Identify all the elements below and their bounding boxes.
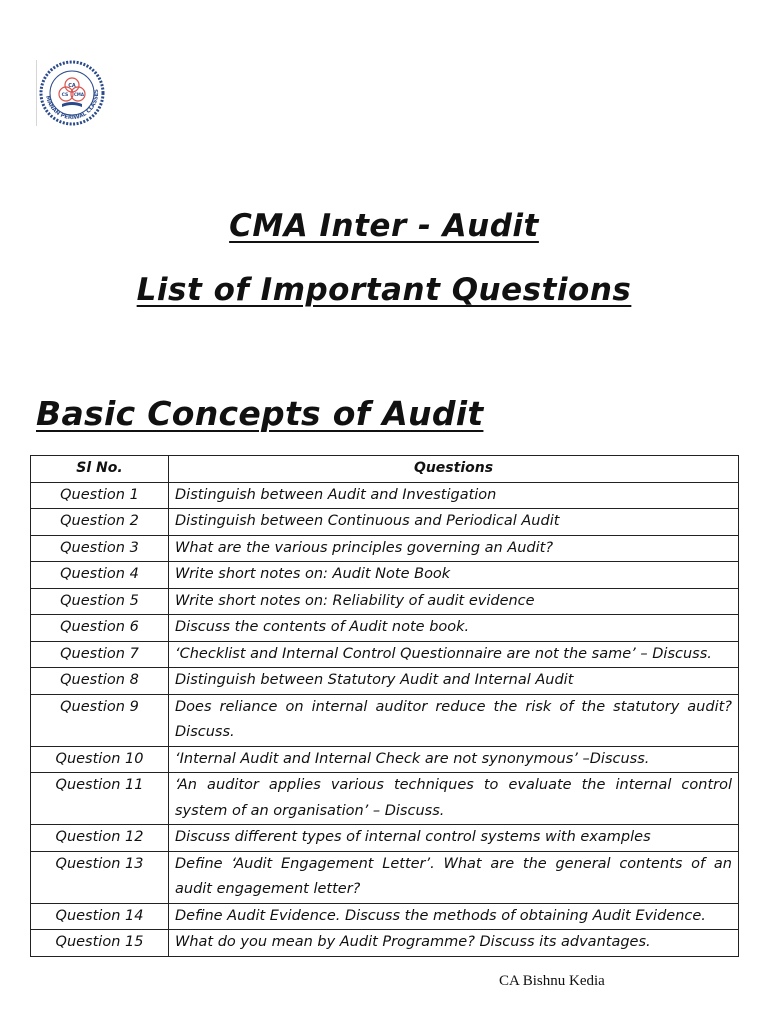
table-row bbox=[31, 930, 739, 957]
logo-label-cs: CS bbox=[61, 93, 69, 98]
logo-ring-text: MANAN PERIWAL CLASSES bbox=[44, 88, 101, 122]
section-heading-text: Basic Concepts of Audit bbox=[36, 394, 484, 433]
table-row bbox=[31, 668, 739, 695]
row-sl-no: Question 5 bbox=[31, 588, 169, 615]
row-sl-no: Question 11 bbox=[31, 773, 169, 825]
table-row bbox=[31, 773, 739, 825]
table-row bbox=[31, 746, 739, 773]
row-question: Does reliance on internal auditor reduce the risk of the statutory audit? Discuss. bbox=[169, 694, 739, 746]
header-questions: Questions bbox=[169, 456, 739, 483]
row-sl-no: Question 15 bbox=[31, 930, 169, 957]
row-question: ‘Checklist and Internal Control Questionnaire are not the same’ – Discuss. bbox=[169, 641, 739, 668]
row-sl-no: Question 1 bbox=[31, 482, 169, 509]
table-row bbox=[31, 825, 739, 852]
table-row bbox=[31, 694, 739, 746]
row-question: ‘An auditor applies various techniques to evaluate the internal control system of an organisation’ – Discuss. bbox=[169, 773, 739, 825]
table-row bbox=[31, 535, 739, 562]
row-question: Discuss different types of internal control systems with examples bbox=[169, 825, 739, 852]
row-sl-no: Question 2 bbox=[31, 509, 169, 536]
row-sl-no: Question 4 bbox=[31, 562, 169, 589]
logo-label-cma: CMA bbox=[73, 92, 85, 97]
table-row bbox=[31, 562, 739, 589]
row-question: Write short notes on: Audit Note Book bbox=[169, 562, 739, 589]
row-question: Define ‘Audit Engagement Letter’. What are the general contents of an audit engagement letter? bbox=[169, 851, 739, 903]
questions-table bbox=[30, 455, 739, 957]
row-sl-no: Question 3 bbox=[31, 535, 169, 562]
row-question: Define Audit Evidence. Discuss the methods of obtaining Audit Evidence. bbox=[169, 903, 739, 930]
table-row bbox=[31, 482, 739, 509]
row-question: Distinguish between Statutory Audit and Internal Audit bbox=[169, 668, 739, 695]
table-row bbox=[31, 588, 739, 615]
author-footer: CA Bishnu Kedia bbox=[499, 973, 605, 989]
table-row bbox=[31, 903, 739, 930]
row-sl-no: Question 9 bbox=[31, 694, 169, 746]
table-row bbox=[31, 615, 739, 642]
document-subtitle-text: List of Important Questions bbox=[136, 272, 632, 308]
row-question: Write short notes on: Reliability of audit evidence bbox=[169, 588, 739, 615]
row-sl-no: Question 13 bbox=[31, 851, 169, 903]
document-title-text: CMA Inter - Audit bbox=[229, 208, 539, 244]
row-question: ‘Internal Audit and Internal Check are not synonymous’ –Discuss. bbox=[169, 746, 739, 773]
row-sl-no: Question 8 bbox=[31, 668, 169, 695]
document-title bbox=[0, 208, 768, 244]
row-sl-no: Question 14 bbox=[31, 903, 169, 930]
table-header-row bbox=[31, 456, 739, 483]
row-sl-no: Question 7 bbox=[31, 641, 169, 668]
row-sl-no: Question 6 bbox=[31, 615, 169, 642]
row-sl-no: Question 10 bbox=[31, 746, 169, 773]
row-question: What are the various principles governing an Audit? bbox=[169, 535, 739, 562]
row-question: Distinguish between Continuous and Periodical Audit bbox=[169, 509, 739, 536]
row-question: What do you mean by Audit Programme? Discuss its advantages. bbox=[169, 930, 739, 957]
row-question: Discuss the contents of Audit note book. bbox=[169, 615, 739, 642]
institute-logo-icon bbox=[36, 60, 108, 126]
table-row bbox=[31, 851, 739, 903]
row-question: Distinguish between Audit and Investigation bbox=[169, 482, 739, 509]
document-subtitle bbox=[0, 272, 768, 308]
logo-label-ca: CA bbox=[68, 83, 76, 89]
section-heading bbox=[36, 394, 483, 433]
header-sl-no: Sl No. bbox=[31, 456, 169, 483]
table-row bbox=[31, 509, 739, 536]
row-sl-no: Question 12 bbox=[31, 825, 169, 852]
table-row bbox=[31, 641, 739, 668]
